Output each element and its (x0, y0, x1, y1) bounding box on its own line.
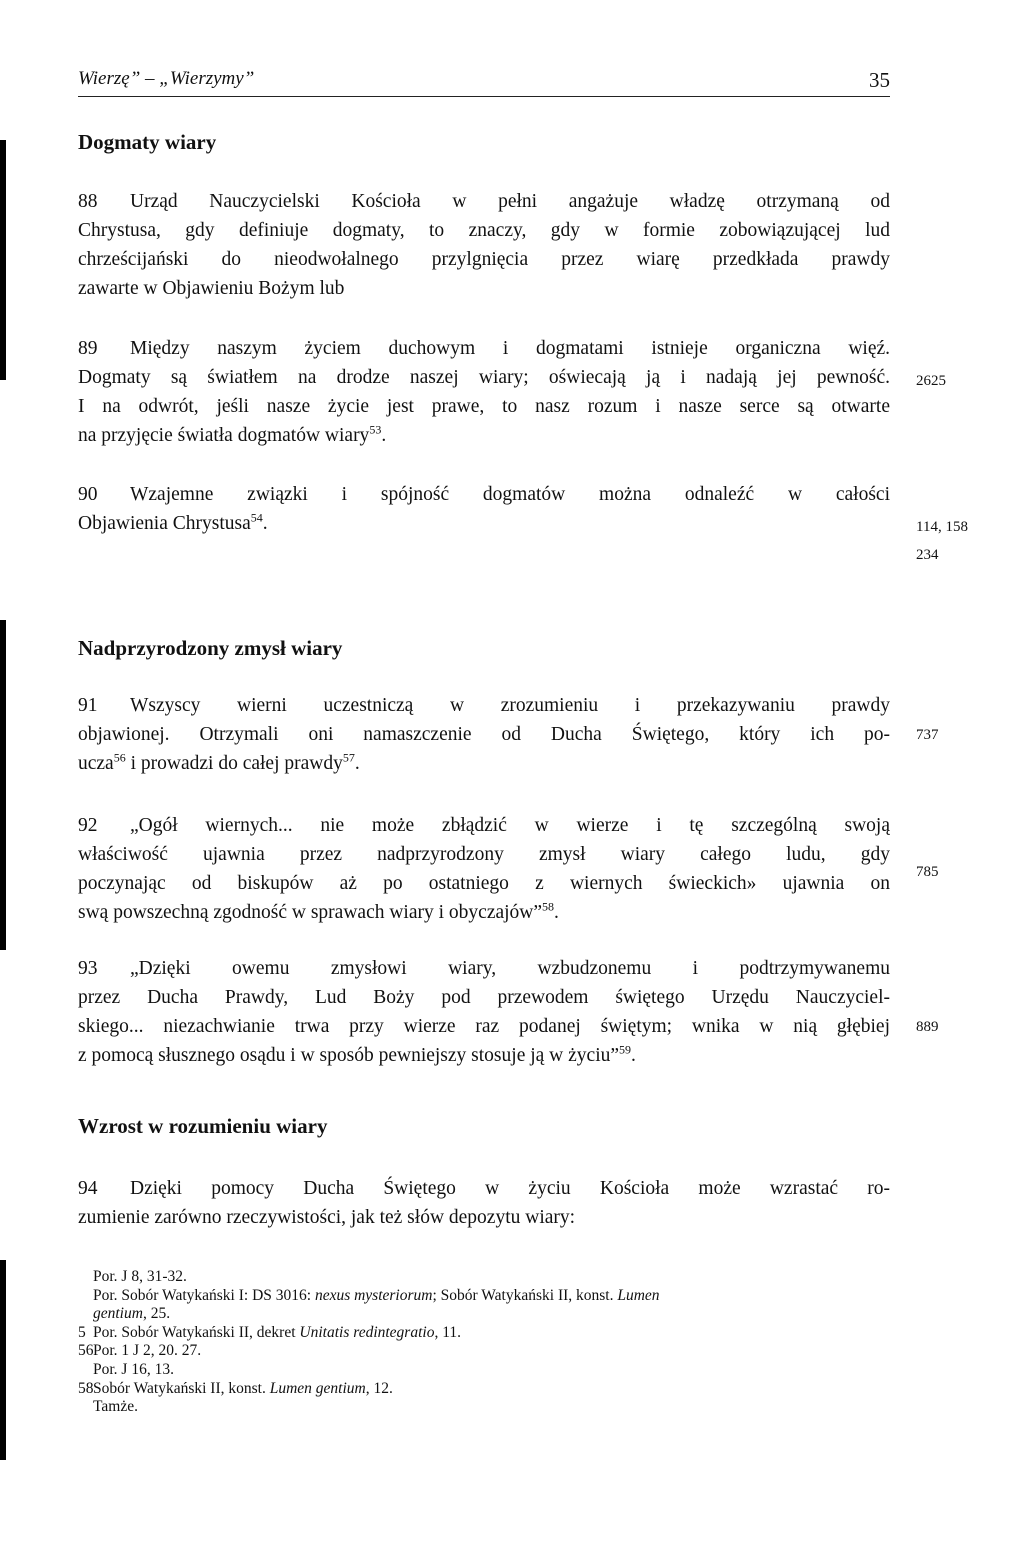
paragraph-89 (78, 334, 890, 450)
paragraph-91 (78, 691, 890, 778)
paragraph-line: 88 Urząd Nauczycielski Kościoła w pełni angażuje władzę otrzymaną od (78, 187, 890, 216)
footnote-ref: 53 (369, 422, 382, 437)
paragraph-line: 94 Dzięki pomocy Ducha Świętego w życiu Kościoła może wzrastać ro- (78, 1174, 890, 1203)
footnote: Por. J 8, 31-32. (93, 1268, 187, 1285)
paragraph-line: zawarte w Objawieniu Bożym lub (78, 278, 345, 299)
scan-edge (0, 140, 6, 380)
paragraph-line: 89 Między naszym życiem duchowym i dogmatami istnieje organiczna więź. (78, 334, 890, 363)
page-header (78, 66, 890, 97)
footnote: 5 Por. Sobór Watykański II, dekret Unitatis redintegratio, 11. (78, 1323, 462, 1341)
paragraph-line: 91 Wszyscy wierni uczestniczą w zrozumieniu i przekazywaniu prawdy (78, 691, 890, 720)
scan-edge (0, 1260, 6, 1460)
paragraph-line: poczynając od biskupów aż po ostatniego z wiernych świeckich» ujawnia on (78, 873, 890, 894)
paragraph-94 (78, 1174, 890, 1232)
running-title: Wierzę” – „Wierzymy” (78, 68, 255, 89)
margin-ref: 737 (916, 727, 939, 743)
paragraph-number: 91 (78, 695, 98, 716)
paragraph-line: 92 „Ogół wiernych... nie może zbłądzić w wierze i tę szczególną swoją (78, 811, 890, 840)
paragraph-line: swą powszechną zgodność w sprawach wiary i obyczajów”$^{58}$. (78, 899, 559, 923)
margin-ref: 114, 158 (916, 519, 968, 535)
footnote-ref: 57 (342, 750, 355, 765)
footnote-ref: 56 (113, 750, 126, 765)
paragraph-number: 92 (78, 815, 98, 836)
paragraph-number: 94 (78, 1178, 98, 1199)
footnote: 56Por. 1 J 2, 20. 27. (78, 1342, 202, 1360)
paragraph-line: skiego... niezachwianie trwa przy wierze raz podanej świętym; wnika w nią głębiej (78, 1016, 890, 1037)
paragraph-number: 89 (78, 338, 98, 359)
paragraph-number: 93 (78, 958, 98, 979)
section-heading: Nadprzyrodzony zmysł wiary (78, 636, 343, 660)
margin-ref: 234 (916, 547, 939, 563)
paragraph-90 (78, 480, 890, 538)
footnotes (78, 1268, 898, 1417)
section-heading: Wzrost w rozumieniu wiary (78, 1114, 328, 1138)
paragraph-line: przez Ducha Prawdy, Lud Boży pod przewodem świętego Urzędu Nauczyciel- (78, 987, 890, 1008)
margin-ref: 889 (916, 1019, 939, 1035)
paragraph-line: Chrystusa, gdy definiuje dogmaty, to znaczy, gdy w formie zobowiązującej lud (78, 220, 890, 241)
paragraph-line: Objawienia Chrystusa$^{54}$. (78, 510, 268, 534)
paragraph-line: z pomocą słusznego osądu i w sposób pewniejszy stosuje ją w życiu”$^{59}$. (78, 1042, 636, 1066)
paragraph-line: ucza$^{56}$ i prowadzi do całej prawdy$^{57}$. (78, 750, 360, 774)
footnote-ref: 59 (619, 1042, 632, 1057)
paragraph-92 (78, 811, 890, 927)
margin-ref: 2625 (916, 373, 946, 389)
paragraph-line: 93 „Dzięki owemu zmysłowi wiary, wzbudzonemu i podtrzymywanemu (78, 954, 890, 983)
section-heading: Dogmaty wiary (78, 130, 217, 154)
paragraph-line: I na odwrót, jeśli nasze życie jest prawe, to nasz rozum i nasze serce są otwarte (78, 396, 890, 417)
footnote: Por. J 16, 13. (93, 1360, 174, 1378)
paragraph-line: Dogmaty są światłem na drodze naszej wiary; oświecają ją i nadają jej pewność. (78, 367, 890, 388)
paragraph-line: chrześcijański do nieodwołalnego przylgnięcia przez wiarę przedkłada prawdy (78, 249, 890, 270)
paragraph-line: objawionej. Otrzymali oni namaszczenie od Ducha Świętego, który ich po- (78, 724, 890, 745)
paragraph-line: właściwość ujawnia przez nadprzyrodzony zmysł wiary całego ludu, gdy (78, 844, 890, 865)
paragraph-line: 90 Wzajemne związki i spójność dogmatów można odnaleźć w całości (78, 480, 890, 509)
footnote: Tamże. (93, 1398, 138, 1416)
margin-ref: 785 (916, 864, 939, 880)
paragraph-88 (78, 187, 890, 303)
paragraph-line: zumienie zarówno rzeczywistości, jak też słów depozytu wiary: (78, 1207, 576, 1228)
page-number: 35 (869, 68, 890, 92)
paragraph-93 (78, 954, 890, 1070)
footnote-ref: 54 (250, 510, 263, 525)
footnote: Por. Sobór Watykański I: DS 3016: nexus mysteriorum; Sobór Watykański II, konst. Lumen (93, 1286, 660, 1304)
footnote-continuation: gentium, 25. (93, 1305, 171, 1323)
paragraph-line: na przyjęcie światła dogmatów wiary$^{53}$. (78, 422, 387, 446)
footnote-ref: 58 (542, 899, 555, 914)
scan-edge (0, 620, 6, 950)
footnote: 58Sobór Watykański II, konst. Lumen gentium, 12. (78, 1379, 393, 1397)
paragraph-number: 90 (78, 484, 98, 505)
paragraph-number: 88 (78, 191, 98, 212)
